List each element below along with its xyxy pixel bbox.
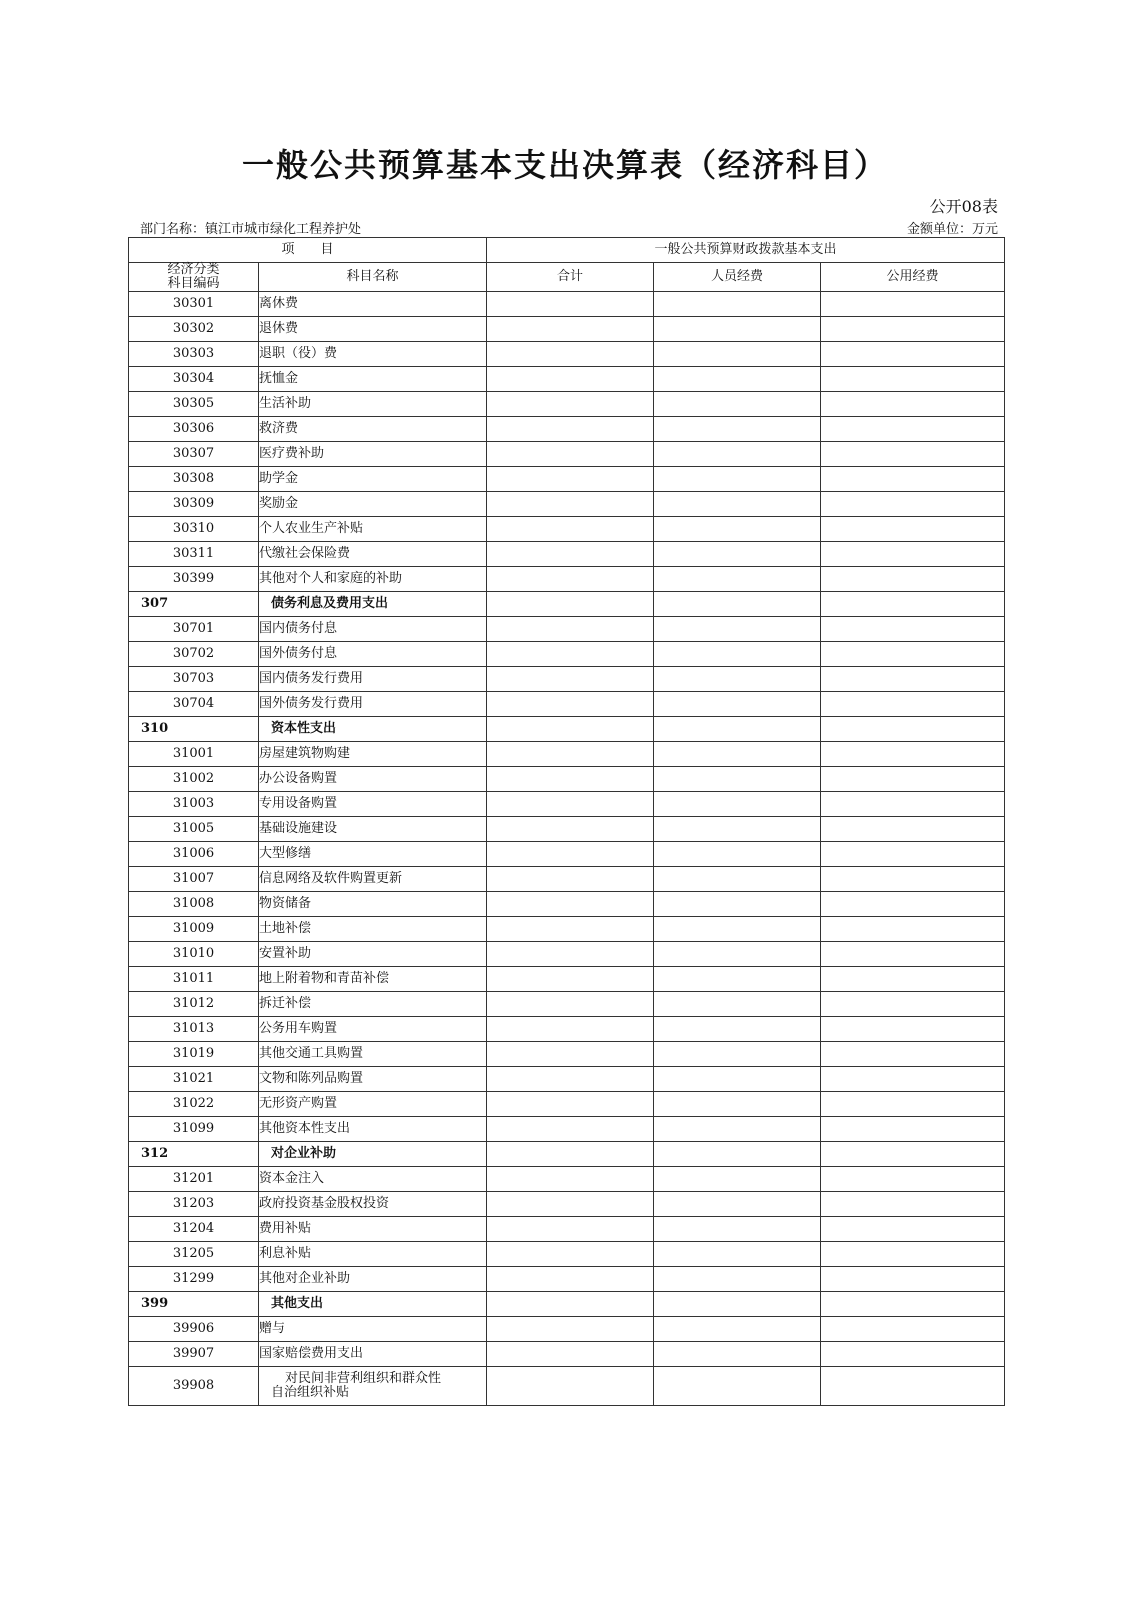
- row-total: [487, 1242, 654, 1267]
- row-personnel: [654, 1117, 821, 1142]
- row-name: 国家赔偿费用支出: [259, 1342, 487, 1367]
- department-name: 部门名称：镇江市城市绿化工程养护处: [140, 222, 362, 237]
- table-row: [129, 817, 1005, 842]
- row-code: 312: [129, 1142, 259, 1167]
- row-name: 安置补助: [259, 942, 487, 967]
- row-personnel: [654, 367, 821, 392]
- row-code: 307: [129, 592, 259, 617]
- row-public: [821, 1092, 1005, 1117]
- row-personnel: [654, 567, 821, 592]
- row-personnel: [654, 592, 821, 617]
- table-row: [129, 392, 1005, 417]
- row-name: 其他资本性支出: [259, 1117, 487, 1142]
- row-name: 医疗费补助: [259, 442, 487, 467]
- row-code: 30301: [129, 292, 259, 317]
- row-total: [487, 1267, 654, 1292]
- row-public: [821, 567, 1005, 592]
- row-public: [821, 592, 1005, 617]
- table-row: [129, 467, 1005, 492]
- table-row: [129, 492, 1005, 517]
- row-code: 310: [129, 717, 259, 742]
- row-code: 31011: [129, 967, 259, 992]
- row-name: 信息网络及软件购置更新: [259, 867, 487, 892]
- row-personnel: [654, 942, 821, 967]
- row-personnel: [654, 1367, 821, 1406]
- row-name: 专用设备购置: [259, 792, 487, 817]
- row-total: [487, 1342, 654, 1367]
- row-name: 费用补贴: [259, 1217, 487, 1242]
- table-row: [129, 917, 1005, 942]
- row-total: [487, 542, 654, 567]
- table-row: [129, 1242, 1005, 1267]
- row-personnel: [654, 1192, 821, 1217]
- row-total: [487, 892, 654, 917]
- row-name: 地上附着物和青苗补偿: [259, 967, 487, 992]
- row-public: [821, 1242, 1005, 1267]
- row-name: 赠与: [259, 1317, 487, 1342]
- header-funding: 一般公共预算财政拨款基本支出: [487, 238, 1005, 263]
- row-code: 30302: [129, 317, 259, 342]
- row-code: 31008: [129, 892, 259, 917]
- row-personnel: [654, 1242, 821, 1267]
- row-public: [821, 442, 1005, 467]
- row-name: 资本金注入: [259, 1167, 487, 1192]
- expenditure-table: [128, 237, 1005, 1406]
- row-public: [821, 792, 1005, 817]
- row-total: [487, 417, 654, 442]
- row-total: [487, 467, 654, 492]
- row-public: [821, 1192, 1005, 1217]
- row-code: 31012: [129, 992, 259, 1017]
- row-name: 债务利息及费用支出: [259, 592, 487, 617]
- row-total: [487, 942, 654, 967]
- table-row: [129, 1067, 1005, 1092]
- row-public: [821, 1292, 1005, 1317]
- row-personnel: [654, 342, 821, 367]
- row-total: [487, 1042, 654, 1067]
- row-total: [487, 317, 654, 342]
- header-row-2: [129, 263, 1005, 292]
- row-total: [487, 567, 654, 592]
- table-row: [129, 767, 1005, 792]
- table-row: [129, 1342, 1005, 1367]
- row-personnel: [654, 867, 821, 892]
- row-public: [821, 667, 1005, 692]
- row-name: 国外债务发行费用: [259, 692, 487, 717]
- header-row-1: [129, 238, 1005, 263]
- row-code: 30701: [129, 617, 259, 642]
- row-public: [821, 1217, 1005, 1242]
- row-code: 31099: [129, 1117, 259, 1142]
- row-public: [821, 1042, 1005, 1067]
- row-total: [487, 992, 654, 1017]
- row-name: 个人农业生产补贴: [259, 517, 487, 542]
- row-name: 其他交通工具购置: [259, 1042, 487, 1067]
- row-total: [487, 292, 654, 317]
- row-total: [487, 842, 654, 867]
- row-personnel: [654, 792, 821, 817]
- row-public: [821, 767, 1005, 792]
- row-total: [487, 1317, 654, 1342]
- table-row: [129, 1042, 1005, 1067]
- row-code: 31006: [129, 842, 259, 867]
- row-code: 31203: [129, 1192, 259, 1217]
- row-public: [821, 1167, 1005, 1192]
- table-row: [129, 692, 1005, 717]
- row-public: [821, 1117, 1005, 1142]
- header-public: 公用经费: [821, 263, 1005, 292]
- row-name: 抚恤金: [259, 367, 487, 392]
- row-total: [487, 617, 654, 642]
- row-code: 31001: [129, 742, 259, 767]
- table-row: [129, 1317, 1005, 1342]
- row-name: 对企业补助: [259, 1142, 487, 1167]
- row-name: 助学金: [259, 467, 487, 492]
- table-row: [129, 292, 1005, 317]
- row-personnel: [654, 1067, 821, 1092]
- row-personnel: [654, 742, 821, 767]
- table-row: [129, 317, 1005, 342]
- row-total: [487, 917, 654, 942]
- row-public: [821, 317, 1005, 342]
- row-public: [821, 642, 1005, 667]
- row-code: 39908: [129, 1367, 259, 1406]
- table-row: [129, 542, 1005, 567]
- row-personnel: [654, 617, 821, 642]
- row-total: [487, 392, 654, 417]
- row-public: [821, 892, 1005, 917]
- row-code: 31009: [129, 917, 259, 942]
- table-row: [129, 592, 1005, 617]
- row-code: 30308: [129, 467, 259, 492]
- row-public: [821, 1317, 1005, 1342]
- row-total: [487, 1217, 654, 1242]
- row-code: 31010: [129, 942, 259, 967]
- row-personnel: [654, 692, 821, 717]
- row-code: 31021: [129, 1067, 259, 1092]
- row-total: [487, 492, 654, 517]
- row-name: 政府投资基金股权投资: [259, 1192, 487, 1217]
- row-total: [487, 1167, 654, 1192]
- table-row: [129, 1117, 1005, 1142]
- row-public: [821, 617, 1005, 642]
- row-public: [821, 1017, 1005, 1042]
- row-personnel: [654, 667, 821, 692]
- table-row: [129, 417, 1005, 442]
- row-personnel: [654, 892, 821, 917]
- row-public: [821, 942, 1005, 967]
- row-personnel: [654, 1167, 821, 1192]
- table-row: [129, 1142, 1005, 1167]
- table-row: [129, 367, 1005, 392]
- row-public: [821, 842, 1005, 867]
- row-public: [821, 492, 1005, 517]
- row-code: 30703: [129, 667, 259, 692]
- table-row: [129, 742, 1005, 767]
- table-row: [129, 892, 1005, 917]
- row-code: 39906: [129, 1317, 259, 1342]
- row-code: 31205: [129, 1242, 259, 1267]
- row-name: 其他对企业补助: [259, 1267, 487, 1292]
- row-total: [487, 342, 654, 367]
- table-row: [129, 1292, 1005, 1317]
- table-row: [129, 967, 1005, 992]
- row-name: 资本性支出: [259, 717, 487, 742]
- row-code: 31002: [129, 767, 259, 792]
- row-code: 31005: [129, 817, 259, 842]
- row-public: [821, 342, 1005, 367]
- row-name: 国内债务发行费用: [259, 667, 487, 692]
- table-row: [129, 1192, 1005, 1217]
- row-personnel: [654, 417, 821, 442]
- table-row: [129, 867, 1005, 892]
- row-name: 其他支出: [259, 1292, 487, 1317]
- row-personnel: [654, 467, 821, 492]
- row-name: 无形资产购置: [259, 1092, 487, 1117]
- row-total: [487, 1367, 654, 1406]
- row-total: [487, 592, 654, 617]
- table-row: [129, 1017, 1005, 1042]
- table-row: [129, 442, 1005, 467]
- row-name: 拆迁补偿: [259, 992, 487, 1017]
- row-code: 31003: [129, 792, 259, 817]
- row-public: [821, 292, 1005, 317]
- row-total: [487, 742, 654, 767]
- row-code: 30702: [129, 642, 259, 667]
- row-public: [821, 1267, 1005, 1292]
- row-code: 399: [129, 1292, 259, 1317]
- row-public: [821, 967, 1005, 992]
- row-personnel: [654, 1142, 821, 1167]
- row-name: 国内债务付息: [259, 617, 487, 642]
- row-code: 30307: [129, 442, 259, 467]
- row-total: [487, 1092, 654, 1117]
- row-personnel: [654, 442, 821, 467]
- row-public: [821, 1367, 1005, 1406]
- table-row: [129, 517, 1005, 542]
- row-public: [821, 742, 1005, 767]
- header-name: 科目名称: [259, 263, 487, 292]
- table-row: [129, 1092, 1005, 1117]
- row-personnel: [654, 1292, 821, 1317]
- row-code: 30310: [129, 517, 259, 542]
- table-row: [129, 1167, 1005, 1192]
- row-name: 文物和陈列品购置: [259, 1067, 487, 1092]
- table-row: [129, 642, 1005, 667]
- row-personnel: [654, 767, 821, 792]
- table-row: [129, 842, 1005, 867]
- row-public: [821, 717, 1005, 742]
- row-total: [487, 1067, 654, 1092]
- row-name: 代缴社会保险费: [259, 542, 487, 567]
- row-personnel: [654, 967, 821, 992]
- row-code: 30399: [129, 567, 259, 592]
- table-row: [129, 792, 1005, 817]
- row-name: 对民间非营利组织和群众性 自治组织补贴: [259, 1367, 487, 1406]
- table-row: [129, 617, 1005, 642]
- row-public: [821, 392, 1005, 417]
- row-name: 物资储备: [259, 892, 487, 917]
- row-name: 土地补偿: [259, 917, 487, 942]
- form-number: 公开08表: [929, 197, 998, 216]
- row-name: 其他对个人和家庭的补助: [259, 567, 487, 592]
- table-row: [129, 717, 1005, 742]
- row-code: 31013: [129, 1017, 259, 1042]
- row-total: [487, 442, 654, 467]
- row-code: 30311: [129, 542, 259, 567]
- row-total: [487, 1292, 654, 1317]
- row-name: 公务用车购置: [259, 1017, 487, 1042]
- row-personnel: [654, 917, 821, 942]
- row-code: 31007: [129, 867, 259, 892]
- row-public: [821, 367, 1005, 392]
- row-name: 基础设施建设: [259, 817, 487, 842]
- row-personnel: [654, 642, 821, 667]
- header-code: 经济分类 科目编码: [129, 263, 259, 292]
- row-total: [487, 792, 654, 817]
- row-public: [821, 467, 1005, 492]
- row-total: [487, 1142, 654, 1167]
- amount-unit: 金额单位：万元: [906, 222, 998, 237]
- row-public: [821, 1142, 1005, 1167]
- row-name: 退休费: [259, 317, 487, 342]
- row-total: [487, 667, 654, 692]
- table-row: [129, 1217, 1005, 1242]
- row-code: 30306: [129, 417, 259, 442]
- row-total: [487, 517, 654, 542]
- report-title: 一般公共预算基本支出决算表（经济科目）: [241, 146, 888, 184]
- row-code: 30303: [129, 342, 259, 367]
- row-total: [487, 692, 654, 717]
- table-row: [129, 567, 1005, 592]
- table-row: [129, 667, 1005, 692]
- row-code: 31022: [129, 1092, 259, 1117]
- row-personnel: [654, 542, 821, 567]
- header-total: 合计: [487, 263, 654, 292]
- row-total: [487, 367, 654, 392]
- row-personnel: [654, 1317, 821, 1342]
- row-name: 利息补贴: [259, 1242, 487, 1267]
- row-public: [821, 867, 1005, 892]
- row-total: [487, 817, 654, 842]
- row-name: 救济费: [259, 417, 487, 442]
- row-personnel: [654, 392, 821, 417]
- row-public: [821, 542, 1005, 567]
- table-row: [129, 1367, 1005, 1406]
- table-row: [129, 1267, 1005, 1292]
- row-code: 31201: [129, 1167, 259, 1192]
- row-total: [487, 1192, 654, 1217]
- row-name: 房屋建筑物购建: [259, 742, 487, 767]
- table-row: [129, 942, 1005, 967]
- row-name: 退职（役）费: [259, 342, 487, 367]
- row-personnel: [654, 317, 821, 342]
- row-total: [487, 642, 654, 667]
- row-personnel: [654, 1217, 821, 1242]
- row-personnel: [654, 1342, 821, 1367]
- row-personnel: [654, 817, 821, 842]
- row-personnel: [654, 492, 821, 517]
- row-personnel: [654, 292, 821, 317]
- row-public: [821, 1067, 1005, 1092]
- row-name: 奖励金: [259, 492, 487, 517]
- row-code: 31019: [129, 1042, 259, 1067]
- row-code: 30309: [129, 492, 259, 517]
- row-personnel: [654, 842, 821, 867]
- row-total: [487, 967, 654, 992]
- row-name: 生活补助: [259, 392, 487, 417]
- header-personnel: 人员经费: [654, 263, 821, 292]
- row-code: 39907: [129, 1342, 259, 1367]
- row-public: [821, 517, 1005, 542]
- row-public: [821, 992, 1005, 1017]
- row-code: 30304: [129, 367, 259, 392]
- row-personnel: [654, 1042, 821, 1067]
- row-name: 离休费: [259, 292, 487, 317]
- row-total: [487, 1017, 654, 1042]
- row-total: [487, 767, 654, 792]
- row-personnel: [654, 1017, 821, 1042]
- row-code: 30305: [129, 392, 259, 417]
- row-total: [487, 717, 654, 742]
- row-name: 国外债务付息: [259, 642, 487, 667]
- row-name: 办公设备购置: [259, 767, 487, 792]
- row-public: [821, 1342, 1005, 1367]
- table-row: [129, 992, 1005, 1017]
- row-public: [821, 917, 1005, 942]
- row-public: [821, 817, 1005, 842]
- table-row: [129, 342, 1005, 367]
- row-public: [821, 417, 1005, 442]
- header-item: 项 目: [129, 238, 487, 263]
- row-name: 大型修缮: [259, 842, 487, 867]
- row-total: [487, 867, 654, 892]
- row-code: 30704: [129, 692, 259, 717]
- row-personnel: [654, 992, 821, 1017]
- row-personnel: [654, 1267, 821, 1292]
- row-total: [487, 1117, 654, 1142]
- row-code: 31204: [129, 1217, 259, 1242]
- row-personnel: [654, 717, 821, 742]
- row-code: 31299: [129, 1267, 259, 1292]
- row-personnel: [654, 517, 821, 542]
- row-public: [821, 692, 1005, 717]
- row-personnel: [654, 1092, 821, 1117]
